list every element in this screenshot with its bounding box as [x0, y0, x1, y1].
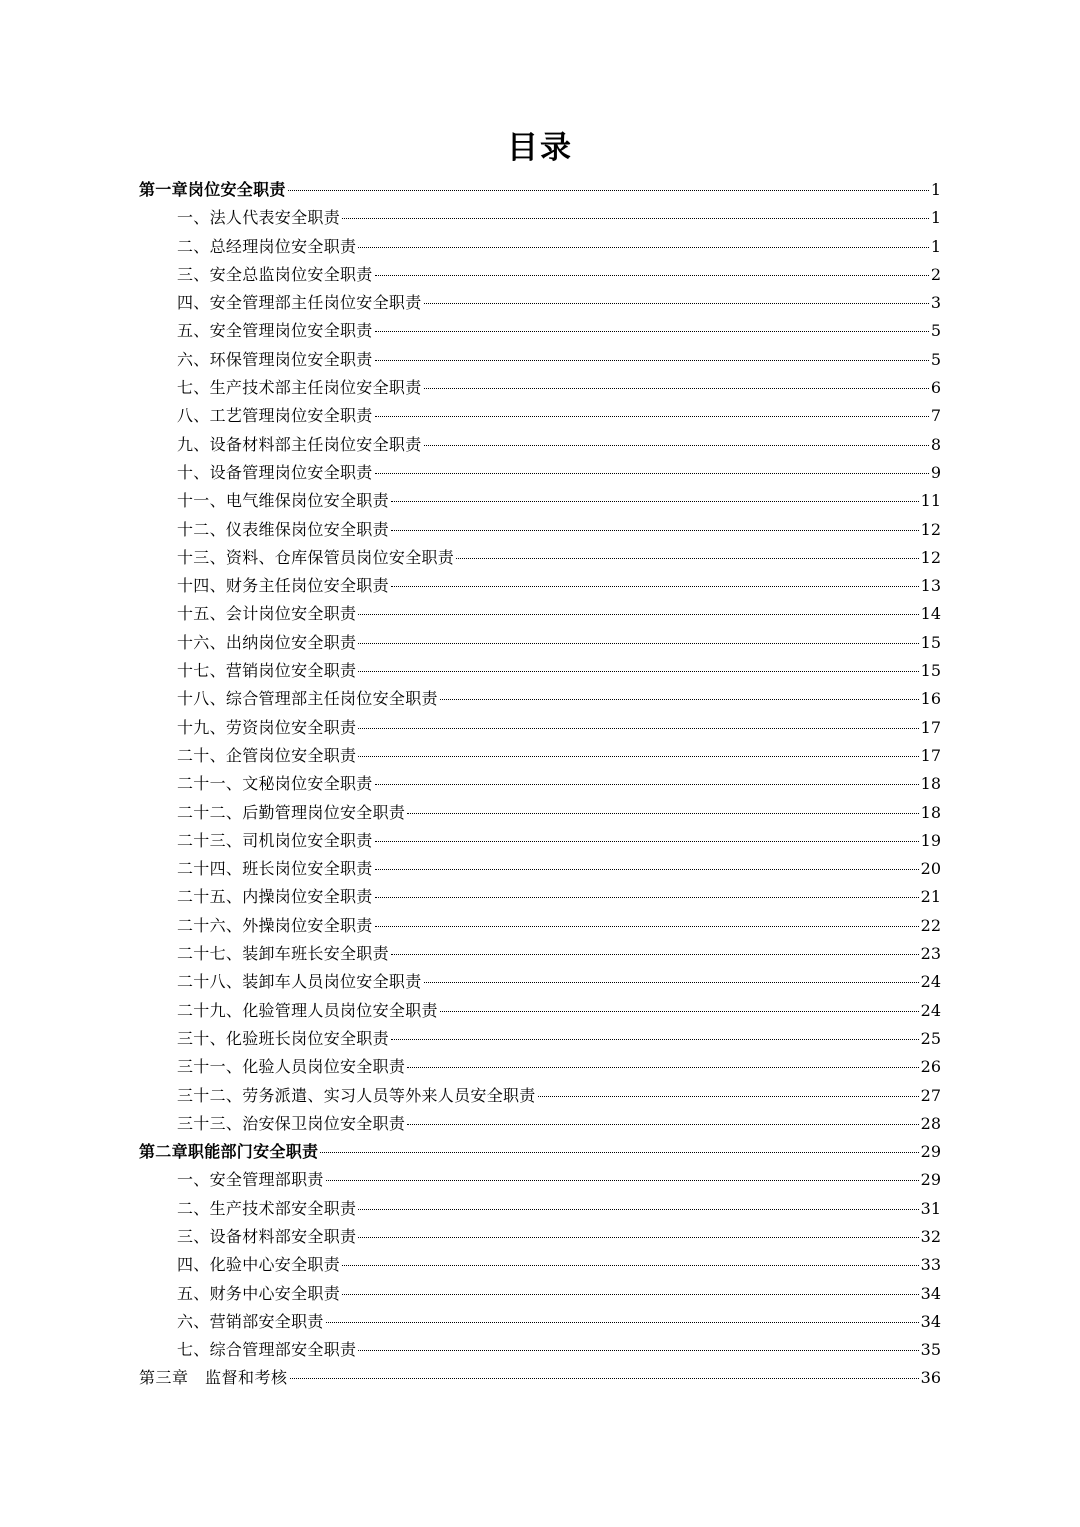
toc-page-number: 5	[930, 349, 941, 369]
toc-section-entry[interactable]	[139, 1110, 941, 1138]
toc-page-number: 20	[920, 859, 941, 879]
toc-page-number: 34	[920, 1283, 941, 1303]
toc-dot-leader	[375, 473, 929, 474]
toc-page-number: 15	[920, 632, 941, 652]
toc-page-number: 3	[930, 293, 941, 313]
toc-entry-label: 三、安全总监岗位安全职责	[177, 264, 373, 284]
toc-page-number: 14	[920, 604, 941, 624]
toc-section-entry[interactable]	[139, 799, 941, 827]
toc-dot-leader	[424, 982, 919, 983]
toc-dot-leader	[456, 558, 919, 559]
toc-dot-leader	[290, 1378, 919, 1379]
toc-section-entry[interactable]	[139, 1082, 941, 1110]
toc-section-entry[interactable]	[139, 233, 941, 261]
toc-entry-label: 十六、出纳岗位安全职责	[177, 632, 357, 652]
toc-page-number: 19	[920, 830, 941, 850]
toc-dot-leader	[375, 897, 919, 898]
toc-page-number: 32	[920, 1226, 941, 1246]
toc-section-entry[interactable]	[139, 487, 941, 515]
toc-entry-label: 二十九、化验管理人员岗位安全职责	[177, 1000, 438, 1020]
toc-section-entry[interactable]	[139, 572, 941, 600]
toc-page-number: 22	[920, 915, 941, 935]
toc-dot-leader	[407, 813, 918, 814]
toc-entry-label: 三十二、劳务派遣、实习人员等外来人员安全职责	[177, 1085, 536, 1105]
toc-entry-label: 二十一、文秘岗位安全职责	[177, 774, 373, 794]
toc-page-number: 2	[930, 264, 941, 284]
toc-page-number: 18	[920, 774, 941, 794]
toc-entry-label: 第三章 监督和考核	[139, 1368, 288, 1388]
toc-entry-label: 二十五、内操岗位安全职责	[177, 887, 373, 907]
toc-dot-leader	[358, 1237, 918, 1238]
toc-entry-label: 十三、资料、仓库保管员岗位安全职责	[177, 547, 455, 567]
toc-section-entry[interactable]	[139, 883, 941, 911]
toc-page-number: 5	[930, 321, 941, 341]
toc-page-number: 8	[930, 434, 941, 454]
toc-section-entry[interactable]	[139, 1251, 941, 1279]
toc-entry-label: 三十、化验班长岗位安全职责	[177, 1028, 389, 1048]
toc-dot-leader	[407, 1067, 918, 1068]
toc-page-number: 1	[930, 208, 941, 228]
toc-dot-leader	[358, 614, 918, 615]
toc-entry-label: 八、工艺管理岗位安全职责	[177, 406, 373, 426]
toc-entry-label: 六、营销部安全职责	[177, 1311, 324, 1331]
toc-entry-label: 五、安全管理岗位安全职责	[177, 321, 373, 341]
toc-page-number: 16	[920, 689, 941, 709]
toc-dot-leader	[538, 1096, 919, 1097]
toc-list	[139, 176, 941, 1393]
toc-page-number: 34	[920, 1311, 941, 1331]
toc-entry-label: 第二章职能部门安全职责	[139, 1142, 319, 1162]
toc-page-number: 25	[920, 1028, 941, 1048]
toc-section-entry[interactable]	[139, 1053, 941, 1081]
toc-entry-label: 七、生产技术部主任岗位安全职责	[177, 378, 422, 398]
toc-entry-label: 二十七、装卸车班长安全职责	[177, 944, 389, 964]
toc-dot-leader	[358, 643, 918, 644]
toc-section-entry[interactable]	[139, 459, 941, 487]
toc-page-number: 31	[920, 1198, 941, 1218]
toc-section-entry[interactable]	[139, 714, 941, 742]
toc-dot-leader	[391, 530, 919, 531]
toc-entry-label: 二十四、班长岗位安全职责	[177, 859, 373, 879]
toc-entry-label: 十二、仪表维保岗位安全职责	[177, 519, 389, 539]
toc-page-number: 11	[920, 491, 941, 511]
toc-page-number: 35	[920, 1340, 941, 1360]
toc-dot-leader	[375, 360, 929, 361]
toc-page-number: 21	[920, 887, 941, 907]
toc-dot-leader	[375, 275, 929, 276]
toc-dot-leader	[326, 1180, 919, 1181]
toc-entry-label: 二十、企管岗位安全职责	[177, 745, 357, 765]
toc-entry-label: 十一、电气维保岗位安全职责	[177, 491, 389, 511]
toc-page-number: 28	[920, 1113, 941, 1133]
toc-entry-label: 六、环保管理岗位安全职责	[177, 349, 373, 369]
toc-entry-label: 第一章岗位安全职责	[139, 180, 286, 199]
toc-dot-leader	[440, 1011, 919, 1012]
toc-page-number: 29	[920, 1142, 941, 1162]
toc-entry-label: 四、化验中心安全职责	[177, 1255, 341, 1275]
toc-entry-label: 二、总经理岗位安全职责	[177, 236, 357, 256]
toc-entry-label: 五、财务中心安全职责	[177, 1283, 341, 1303]
toc-page-number: 24	[920, 1000, 941, 1020]
toc-section-entry[interactable]	[139, 629, 941, 657]
toc-dot-leader	[342, 1294, 919, 1295]
toc-entry-label: 十、设备管理岗位安全职责	[177, 462, 373, 482]
toc-dot-leader	[391, 586, 919, 587]
toc-dot-leader	[358, 247, 929, 248]
toc-entry-label: 九、设备材料部主任岗位安全职责	[177, 434, 422, 454]
toc-page-number: 36	[920, 1368, 941, 1388]
toc-dot-leader	[424, 303, 929, 304]
toc-section-entry[interactable]	[139, 770, 941, 798]
toc-dot-leader	[326, 1322, 919, 1323]
toc-entry-label: 十九、劳资岗位安全职责	[177, 717, 357, 737]
toc-section-entry[interactable]	[139, 516, 941, 544]
toc-entry-label: 十八、综合管理部主任岗位安全职责	[177, 689, 438, 709]
toc-page-number: 12	[920, 519, 941, 539]
toc-dot-leader	[358, 728, 918, 729]
toc-dot-leader	[375, 841, 919, 842]
toc-page-number: 27	[920, 1085, 941, 1105]
toc-page-number: 1	[930, 236, 941, 256]
toc-entry-label: 二十六、外操岗位安全职责	[177, 915, 373, 935]
toc-section-entry[interactable]	[139, 1280, 941, 1308]
toc-dot-leader	[424, 388, 929, 389]
toc-section-entry[interactable]	[139, 1166, 941, 1194]
toc-section-entry[interactable]	[139, 968, 941, 996]
toc-entry-label: 一、法人代表安全职责	[177, 208, 341, 228]
toc-entry-label: 二十八、装卸车人员岗位安全职责	[177, 972, 422, 992]
toc-page-number: 17	[920, 717, 941, 737]
toc-entry-label: 三十三、治安保卫岗位安全职责	[177, 1113, 406, 1133]
toc-section-entry[interactable]	[139, 317, 941, 345]
toc-entry-label: 二十三、司机岗位安全职责	[177, 830, 373, 850]
toc-section-entry[interactable]	[139, 1025, 941, 1053]
toc-section-entry[interactable]	[139, 289, 941, 317]
toc-chapter-entry[interactable]	[139, 176, 941, 204]
toc-page-number: 15	[920, 661, 941, 681]
toc-page-number: 33	[920, 1255, 941, 1275]
toc-section-entry[interactable]	[139, 600, 941, 628]
toc-chapter-entry[interactable]	[139, 1364, 941, 1392]
toc-section-entry[interactable]	[139, 742, 941, 770]
toc-page-number: 1	[930, 180, 941, 199]
toc-dot-leader	[342, 218, 929, 219]
toc-section-entry[interactable]	[139, 1223, 941, 1251]
toc-entry-label: 二、生产技术部安全职责	[177, 1198, 357, 1218]
toc-entry-label: 十五、会计岗位安全职责	[177, 604, 357, 624]
toc-dot-leader	[391, 1039, 919, 1040]
toc-dot-leader	[375, 926, 919, 927]
toc-entry-label: 一、安全管理部职责	[177, 1170, 324, 1190]
toc-section-entry[interactable]	[139, 544, 941, 572]
toc-entry-label: 三、设备材料部安全职责	[177, 1226, 357, 1246]
toc-page-number: 9	[930, 462, 941, 482]
toc-section-entry[interactable]	[139, 431, 941, 459]
toc-chapter-entry[interactable]	[139, 1138, 941, 1166]
toc-dot-leader	[375, 784, 919, 785]
toc-dot-leader	[440, 699, 919, 700]
toc-title: 目录	[507, 130, 573, 166]
toc-section-entry[interactable]	[139, 346, 941, 374]
toc-entry-label: 三十一、化验人员岗位安全职责	[177, 1057, 406, 1077]
toc-section-entry[interactable]	[139, 374, 941, 402]
toc-section-entry[interactable]	[139, 402, 941, 430]
toc-dot-leader	[358, 1350, 918, 1351]
toc-dot-leader	[391, 954, 919, 955]
toc-entry-label: 四、安全管理部主任岗位安全职责	[177, 293, 422, 313]
toc-section-entry[interactable]	[139, 261, 941, 289]
toc-section-entry[interactable]	[139, 940, 941, 968]
toc-page-number: 24	[920, 972, 941, 992]
toc-dot-leader	[320, 1152, 918, 1153]
toc-dot-leader	[358, 671, 918, 672]
toc-page-number: 26	[920, 1057, 941, 1077]
toc-dot-leader	[342, 1265, 919, 1266]
toc-dot-leader	[407, 1124, 918, 1125]
toc-section-entry[interactable]	[139, 657, 941, 685]
toc-page-number: 6	[930, 378, 941, 398]
toc-entry-label: 七、综合管理部安全职责	[177, 1340, 357, 1360]
toc-section-entry[interactable]	[139, 855, 941, 883]
toc-dot-leader	[391, 501, 919, 502]
toc-dot-leader	[375, 331, 929, 332]
toc-page-number: 17	[920, 745, 941, 765]
toc-entry-label: 十四、财务主任岗位安全职责	[177, 576, 389, 596]
toc-dot-leader	[424, 445, 929, 446]
toc-dot-leader	[375, 416, 929, 417]
toc-section-entry[interactable]	[139, 997, 941, 1025]
toc-page-number: 13	[920, 576, 941, 596]
toc-dot-leader	[358, 756, 918, 757]
toc-section-entry[interactable]	[139, 1308, 941, 1336]
toc-section-entry[interactable]	[139, 827, 941, 855]
toc-page-number: 12	[920, 547, 941, 567]
toc-entry-label: 十七、营销岗位安全职责	[177, 661, 357, 681]
toc-entry-label: 二十二、后勤管理岗位安全职责	[177, 802, 406, 822]
toc-section-entry[interactable]	[139, 685, 941, 713]
toc-page-number: 23	[920, 944, 941, 964]
toc-dot-leader	[375, 869, 919, 870]
toc-page-number: 7	[930, 406, 941, 426]
toc-section-entry[interactable]	[139, 204, 941, 232]
toc-page-number: 18	[920, 802, 941, 822]
toc-dot-leader	[358, 1209, 918, 1210]
toc-section-entry[interactable]	[139, 912, 941, 940]
toc-section-entry[interactable]	[139, 1336, 941, 1364]
toc-section-entry[interactable]	[139, 1195, 941, 1223]
toc-page-number: 29	[920, 1170, 941, 1190]
toc-dot-leader	[288, 190, 929, 191]
